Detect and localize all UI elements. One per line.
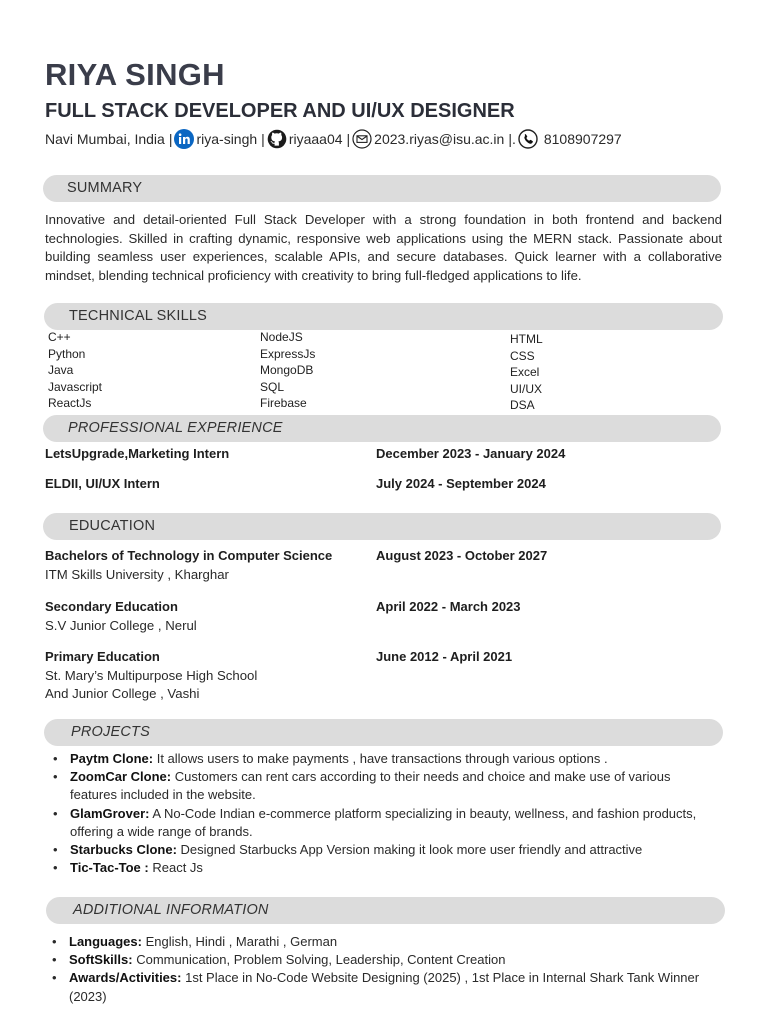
summary-paragraph: Innovative and detail-oriented Full Stack Developer with a strong foundation in both frontend and backend technologies. Skilled in crafting dynamic, responsive web applications using the MERN stack. Passionate about building seamless user experiences, scalable APIs, and secure databases. Quick learner with a collaborative mindset, blending technical proficiency with creativity to bring full-fledged applications to life. bbox=[45, 212, 722, 283]
project-name: Starbucks Clone: bbox=[70, 842, 177, 858]
phone-number[interactable]: 8108907297 bbox=[543, 131, 622, 147]
additional-list bbox=[69, 933, 709, 1006]
skills-column-3 bbox=[510, 331, 543, 414]
section-title-additional: ADDITIONAL INFORMATION bbox=[73, 902, 269, 918]
skill-item: Java bbox=[48, 363, 74, 378]
list-item bbox=[70, 841, 700, 859]
experience-dates: July 2024 - September 2024 bbox=[376, 476, 546, 491]
section-title-experience: PROFESSIONAL EXPERIENCE bbox=[68, 420, 283, 436]
section-band-projects bbox=[44, 719, 723, 746]
skill-item: ExpressJs bbox=[260, 346, 316, 361]
list-item bbox=[70, 750, 700, 768]
section-title-skills: TECHNICAL SKILLS bbox=[69, 308, 208, 324]
section-title-education: EDUCATION bbox=[69, 518, 156, 534]
education-dates: August 2023 - October 2027 bbox=[376, 548, 548, 563]
linkedin-icon[interactable] bbox=[174, 129, 194, 149]
projects-list bbox=[70, 750, 700, 877]
skill-item: Firebase bbox=[260, 396, 307, 411]
skill-item: NodeJS bbox=[260, 330, 303, 344]
skill-item: UI/UX bbox=[510, 381, 543, 396]
skills-column-2 bbox=[260, 329, 315, 412]
phone-icon[interactable] bbox=[518, 129, 538, 149]
skill-item: CSS bbox=[510, 348, 535, 363]
experience-title: LetsUpgrade,Marketing Intern bbox=[45, 446, 230, 461]
education-school: And Junior College , Vashi bbox=[45, 686, 200, 701]
experience-dates: December 2023 - January 2024 bbox=[376, 446, 566, 461]
skills-column-1 bbox=[48, 329, 102, 412]
skill-item: Javascript bbox=[48, 379, 103, 394]
name-heading: RIYA SINGH bbox=[45, 57, 225, 92]
project-name: Paytm Clone: bbox=[70, 751, 154, 766]
separator: | bbox=[168, 131, 173, 147]
project-name: ZoomCar Clone: bbox=[70, 769, 172, 785]
additional-desc: English, Hindi , Marathi , German bbox=[145, 934, 338, 949]
project-desc: React Js bbox=[152, 860, 203, 876]
additional-label: SoftSkills: bbox=[69, 952, 133, 968]
github-link[interactable]: riyaaa04 bbox=[288, 131, 343, 147]
project-name: Tic-Tac-Toe : bbox=[70, 860, 149, 876]
education-degree: Primary Education bbox=[45, 649, 160, 664]
section-band-additional bbox=[46, 897, 725, 924]
education-degree: Secondary Education bbox=[45, 599, 178, 614]
section-band-education bbox=[43, 513, 721, 540]
skill-item: DSA bbox=[510, 398, 535, 413]
skill-item: SQL bbox=[260, 379, 285, 394]
project-desc: It allows users to make payments , have transactions through various options . bbox=[156, 751, 608, 766]
role-heading: FULL STACK DEVELOPER AND UI/UX DESIGNER bbox=[45, 100, 515, 122]
skill-item: HTML bbox=[510, 332, 543, 346]
section-band-experience bbox=[43, 415, 721, 442]
skill-item: Excel bbox=[510, 365, 540, 380]
project-desc: A No-Code Indian e-commerce platform specializing in beauty, wellness, and fashion products, offering a wide range of brands. bbox=[70, 805, 697, 839]
list-item bbox=[69, 951, 709, 969]
skill-item: ReactJs bbox=[48, 396, 92, 411]
skill-item: MongoDB bbox=[260, 363, 314, 378]
separator: |. bbox=[508, 131, 516, 147]
section-band-summary bbox=[43, 175, 721, 202]
skill-item: C++ bbox=[48, 330, 71, 344]
section-title-summary: SUMMARY bbox=[67, 180, 143, 196]
education-dates: June 2012 - April 2021 bbox=[376, 649, 513, 664]
github-icon[interactable] bbox=[267, 129, 287, 149]
education-school: S.V Junior College , Nerul bbox=[45, 618, 197, 633]
project-desc: Customers can rent cars according to their needs and choice and make use of various features included in the website. bbox=[70, 769, 671, 803]
education-school: ITM Skills University , Kharghar bbox=[45, 567, 229, 582]
additional-label: Awards/Activities: bbox=[69, 970, 182, 986]
section-title-projects: PROJECTS bbox=[71, 724, 150, 740]
list-item bbox=[69, 969, 709, 1005]
list-item bbox=[69, 933, 709, 951]
separator: | bbox=[261, 131, 265, 147]
list-item bbox=[70, 805, 700, 841]
education-dates: April 2022 - March 2023 bbox=[376, 599, 521, 614]
additional-desc: Communication, Problem Solving, Leadership, Content Creation bbox=[136, 952, 506, 968]
linkedin-link[interactable]: riya-singh bbox=[196, 131, 258, 147]
contact-line bbox=[45, 129, 622, 149]
project-name: GlamGrover: bbox=[70, 805, 150, 821]
list-item bbox=[70, 768, 700, 804]
separator: | bbox=[346, 131, 351, 147]
location-text: Navi Mumbai, India bbox=[45, 131, 165, 147]
section-band-skills bbox=[44, 303, 723, 330]
education-school: St. Mary’s Multipurpose High School bbox=[45, 668, 258, 683]
project-desc: Designed Starbucks App Version making it look more user friendly and attractive bbox=[180, 842, 643, 858]
list-item bbox=[70, 859, 700, 877]
skill-item: Python bbox=[48, 346, 86, 361]
education-degree: Bachelors of Technology in Computer Science bbox=[45, 548, 333, 563]
additional-desc: 1st Place in No-Code Website Designing (2025) , 1st Place in Internal Shark Tank Winner (2023) bbox=[69, 970, 700, 1004]
mail-icon[interactable] bbox=[352, 129, 372, 149]
email-link[interactable]: 2023.riyas@isu.ac.in bbox=[374, 131, 505, 147]
additional-label: Languages: bbox=[69, 934, 142, 949]
experience-title: ELDII, UI/UX Intern bbox=[45, 476, 160, 491]
